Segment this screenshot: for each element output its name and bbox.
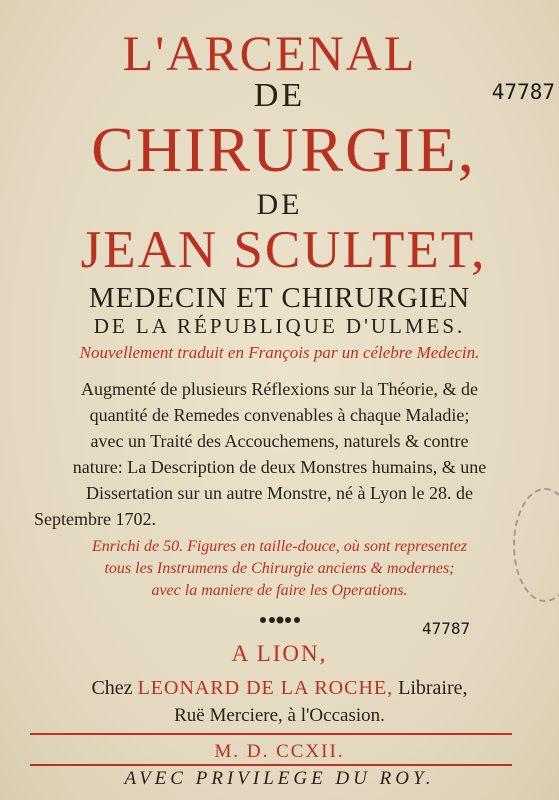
divider-bottom <box>30 764 512 766</box>
title-line-de-1: DE <box>253 77 306 114</box>
year-line: M. D. CCXII. <box>214 741 345 762</box>
publisher-line <box>0 677 559 700</box>
description-line-4: nature: La Description de deux Monstres humains, & une <box>72 457 487 477</box>
figures-line-3: avec la maniere de faire les Operations. <box>151 582 408 599</box>
publisher-prefix: Chez <box>91 677 133 699</box>
description-line-3: avec un Traité des Accouchemens, naturels & contre <box>90 431 469 451</box>
divider-top <box>30 733 512 735</box>
address-line: Ruë Merciere, à l'Occasion. <box>174 705 385 726</box>
description-line-6: Septembre 1702. <box>34 509 156 529</box>
title-line-jean-scultet: JEAN SCULTET, <box>80 221 487 279</box>
figures-line-2: tous les Instrumens de Chirurgie anciens & modernes; <box>104 560 455 577</box>
figures-line-1: Enrichi de 50. Figures en taille-douce, où sont representez <box>91 538 468 555</box>
description-line-1: Augmenté de plusieurs Réflexions sur la Théorie, & de <box>80 379 479 399</box>
author-title-line: MEDECIN ET CHIRURGIEN <box>88 282 471 314</box>
library-stamp-top: 47787 <box>491 80 555 104</box>
title-line-arcenal: L'ARCENAL <box>122 25 417 81</box>
description-line-5: Dissertation sur un autre Monstre, né à Lyon le 28. de <box>86 483 473 503</box>
author-republic-line: DE LA RÉPUBLIQUE D'ULMES. <box>93 314 466 338</box>
publisher-suffix: Libraire, <box>398 677 468 699</box>
title-line-chirurgie: CHIRURGIE, <box>91 114 476 185</box>
publisher-name: LEONARD DE LA ROCHE, <box>137 677 394 699</box>
place-line: A LION, <box>231 641 328 666</box>
ornament-icon <box>258 614 302 626</box>
translation-note: Nouvellement traduit en François par un célebre Medecin. <box>79 343 480 362</box>
privilege-line: AVEC PRIVILEGE DU ROY. <box>124 768 435 789</box>
title-line-de-2: DE <box>256 188 303 221</box>
description-line-2: quantité de Remedes convenables à chaque Maladie; <box>89 405 470 425</box>
library-stamp-mid: 47787 <box>422 619 471 638</box>
